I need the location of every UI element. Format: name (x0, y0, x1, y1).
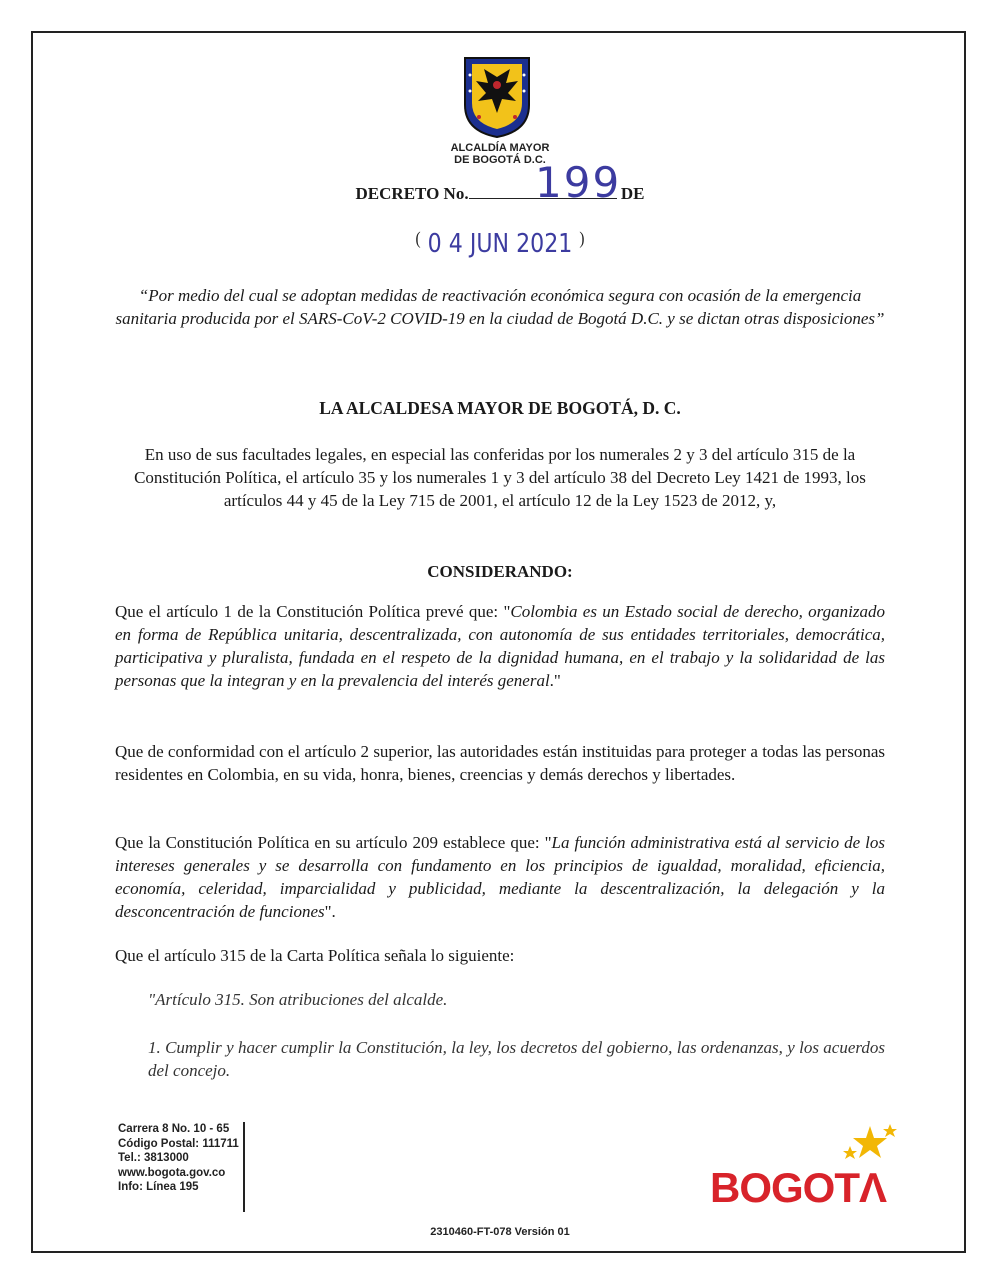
decree-date (415, 228, 585, 259)
p1-quote: Colombia es un Estado social de derecho, organizado en forma de República unitaria, descentralizada, con autonomía de sus entidades territoriales, democrática, participativa y pluralista, fundada en el respeto de la dignidad humana, en el trabajo y la solidaridad de las personas que la integran y en la prevalencia del interés general (115, 602, 885, 690)
contact-phone: Tel.: 3813000 (118, 1152, 189, 1164)
considerando-heading: CONSIDERANDO: (427, 562, 573, 581)
bogota-logo (710, 1120, 900, 1220)
decree-line (0, 180, 1000, 204)
p1-end: ." (549, 671, 561, 690)
decree-title: “Por medio del cual se adoptan medidas de reactivación económica segura con ocasión de la emergencia sanitaria producida por el SARS-CoV-2 COVID-19 en la ciudad de Bogotá D.C. y se dictan otras disposiciones” (115, 286, 885, 328)
authority-heading: LA ALCALDESA MAYOR DE BOGOTÁ, D. C. (319, 398, 681, 418)
decree-prefix: DECRETO No. (355, 184, 469, 203)
entity-line-1: ALCALDÍA MAYOR (450, 142, 550, 154)
quoted-article-item-1: 1. Cumplir y hacer cumplir la Constitución, la ley, los decretos del gobierno, las ordenanzas, y los acuerdos del concejo. (148, 1038, 885, 1080)
contact-block (118, 1122, 245, 1212)
contact-postal: Código Postal: 111711 (118, 1137, 239, 1150)
date-paren-open: ( (415, 228, 421, 248)
entity-line-2: DE BOGOTÁ D.C. (454, 154, 546, 166)
contact-web: www.bogota.gov.co (118, 1166, 226, 1179)
paragraph-3 (115, 831, 885, 923)
decree-number-stamp: 199 (535, 158, 622, 207)
p1-intro: Que el artículo 1 de la Constitución Política prevé que: " (115, 602, 511, 621)
legal-powers: En uso de sus facultades legales, en especial las conferidas por los numerales 2 y 3 del artículo 315 de la Constitución Política, el artículo 35 y los numerales 1 y 3 del artículo 38 del Decreto Ley 1421 de 1993, los artículos 44 y 45 de la Ley 715 de 2001, el artículo 12 de la Ley 1523 de 2012, y, (134, 445, 866, 510)
logo-wordmark: BOGOTΛ (710, 1164, 887, 1211)
form-code: 2310460-FT-078 Versión 01 (430, 1226, 570, 1238)
date-stamp: 0 4 JUN 2021 (427, 229, 573, 259)
paragraph-2: Que de conformidad con el artículo 2 superior, las autoridades están instituidas para proteger a todas las personas residentes en Colombia, en su vida, honra, bienes, creencias y demás derechos y libertades. (115, 742, 885, 784)
p3-intro: Que la Constitución Política en su artículo 209 establece que: " (115, 833, 552, 852)
contact-info: Info: Línea 195 (118, 1181, 199, 1193)
coat-of-arms-icon (462, 55, 532, 139)
p3-end: ". (324, 902, 336, 921)
date-paren-close: ) (579, 228, 585, 248)
paragraph-1 (115, 600, 885, 692)
decree-suffix: DE (620, 184, 645, 203)
p3-quote: La función administrativa está al servicio de los intereses generales y se desarrolla con fundamento en los principios de igualdad, moralidad, eficiencia, economía, celeridad, imparcialidad y publicidad, mediante la descentralización, la delegación y la desconcentración de funciones (115, 833, 885, 921)
paragraph-4: Que el artículo 315 de la Carta Política señala lo siguiente: (115, 946, 515, 965)
quoted-article-heading: "Artículo 315. Son atribuciones del alcalde. (148, 990, 448, 1009)
contact-address: Carrera 8 No. 10 - 65 (118, 1123, 230, 1135)
